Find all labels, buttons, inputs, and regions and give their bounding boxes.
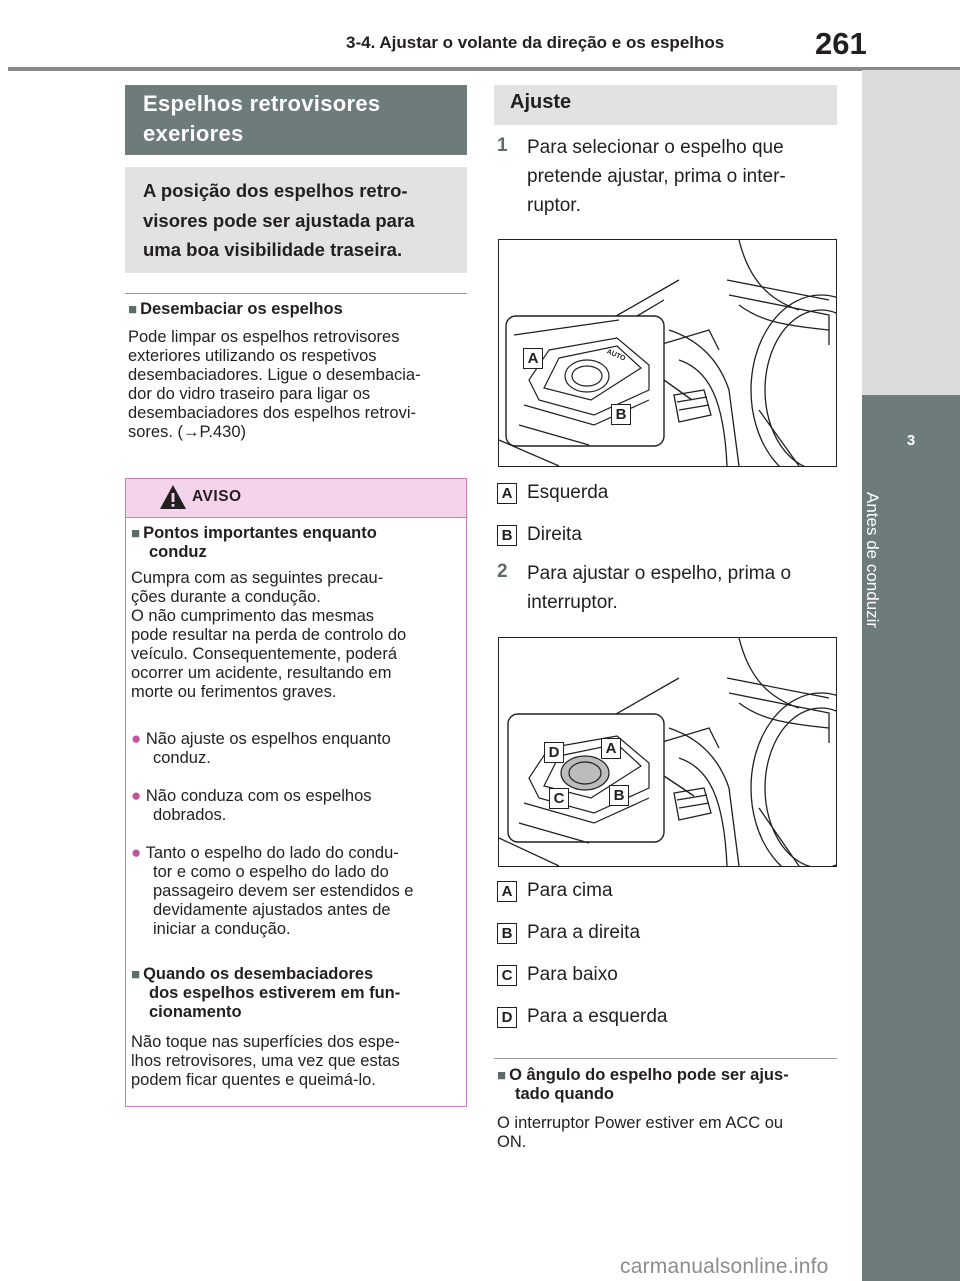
note-paragraph bbox=[497, 1114, 842, 1152]
warning-heading-2 bbox=[131, 965, 463, 1022]
square-bullet-icon: ■ bbox=[128, 301, 138, 318]
warning-paragraph-1 bbox=[131, 569, 463, 702]
intro-line: uma boa visibilidade traseira. bbox=[143, 239, 403, 260]
divider bbox=[125, 293, 467, 294]
text-line: desembaciadores dos espelhos retrovi- bbox=[128, 404, 416, 422]
step-2 bbox=[497, 559, 842, 617]
legend-text: Para a esquerda bbox=[527, 1006, 668, 1027]
text-line: Não ajuste os espelhos enquanto bbox=[145, 730, 391, 748]
text-line: devidamente ajustados antes de bbox=[153, 901, 391, 919]
auto-text: AUTO bbox=[605, 348, 627, 363]
callout-c: C bbox=[549, 788, 569, 809]
intro-line: visores pode ser ajustada para bbox=[143, 209, 415, 231]
text-line: Tanto o espelho do lado do condu- bbox=[145, 844, 399, 862]
section-title bbox=[125, 85, 467, 155]
text-line: tado quando bbox=[515, 1085, 614, 1103]
step-number: 2 bbox=[497, 561, 508, 582]
legend-text: Para a direita bbox=[527, 922, 641, 943]
text-line: Cumpra com as seguintes precau- bbox=[131, 569, 384, 587]
round-bullet-icon: ● bbox=[131, 786, 142, 805]
text-line: cionamento bbox=[149, 1003, 242, 1021]
text-line: lhos retrovisores, uma vez que estas bbox=[131, 1052, 400, 1070]
text-line: conduz. bbox=[153, 749, 211, 767]
text-line: dos espelhos estiverem em fun- bbox=[149, 984, 401, 1002]
legend-letter: B bbox=[497, 923, 517, 944]
divider bbox=[494, 1058, 837, 1059]
defog-heading-text: Desembaciar os espelhos bbox=[140, 300, 343, 318]
text-line: morte ou ferimentos graves. bbox=[131, 683, 337, 701]
text-line: dobrados. bbox=[153, 806, 227, 824]
text-line: pretende ajustar, prima o inter- bbox=[527, 166, 786, 187]
callout-a: A bbox=[523, 348, 543, 369]
text-line: pode resultar na perda de controlo do bbox=[131, 626, 407, 644]
round-bullet-icon: ● bbox=[131, 843, 142, 862]
intro-line: A posição dos espelhos retro- bbox=[143, 180, 408, 201]
warning-label: AVISO bbox=[192, 488, 242, 505]
note-heading bbox=[497, 1066, 842, 1104]
defog-heading bbox=[128, 300, 343, 319]
square-bullet-icon: ■ bbox=[497, 1067, 507, 1084]
warning-bullet-1 bbox=[131, 729, 463, 768]
page-number: 261 bbox=[815, 26, 867, 61]
text-line: passageiro devem ser estendidos e bbox=[153, 882, 414, 900]
text-line: tor e como o espelho do lado do bbox=[153, 863, 389, 881]
section-title-line: Espelhos retrovisores bbox=[143, 91, 381, 116]
text-line: O ângulo do espelho pode ser ajus- bbox=[509, 1066, 789, 1084]
callout-b: B bbox=[609, 785, 629, 806]
legend-letter: A bbox=[497, 483, 517, 504]
text-line: O interruptor Power estiver em ACC ou bbox=[497, 1114, 784, 1132]
legend-letter: B bbox=[497, 525, 517, 546]
text-line: ocorrer um acidente, resultando em bbox=[131, 664, 392, 682]
text-line: interruptor. bbox=[527, 592, 618, 613]
text-line: desembaciadores. Ligue o desembacia- bbox=[128, 366, 421, 384]
text-line: exteriores utilizando os respetivos bbox=[128, 347, 377, 365]
chapter-number: 3 bbox=[906, 432, 916, 449]
warning-heading-1 bbox=[131, 524, 461, 562]
header-rule bbox=[8, 67, 960, 71]
legend-text: Para baixo bbox=[527, 964, 618, 985]
mirror-switch-illustration-2 bbox=[498, 637, 837, 867]
step-number: 1 bbox=[497, 135, 508, 156]
callout-d: D bbox=[544, 742, 564, 763]
text-line: Quando os desembaciadores bbox=[143, 965, 374, 983]
text-line: O não cumprimento das mesmas bbox=[131, 607, 375, 625]
dashboard-drawing bbox=[499, 240, 836, 466]
round-bullet-icon: ● bbox=[131, 729, 142, 748]
square-bullet-icon: ■ bbox=[131, 966, 141, 983]
warning-bullet-3 bbox=[131, 843, 463, 939]
legend-text: Para cima bbox=[527, 880, 613, 901]
section-title-ajuste: Ajuste bbox=[494, 85, 837, 125]
callout-a: A bbox=[601, 738, 621, 759]
text-line: Pode limpar os espelhos retrovisores bbox=[128, 328, 400, 346]
text-line: Para ajustar o espelho, prima o bbox=[527, 563, 792, 584]
chapter-label: Antes de conduzir bbox=[863, 492, 882, 629]
step-1 bbox=[497, 133, 842, 220]
text-line: Pontos importantes enquanto bbox=[143, 524, 377, 542]
text-line: Para selecionar o espelho que bbox=[527, 137, 784, 158]
callout-b: B bbox=[611, 404, 631, 425]
warning-bullet-2 bbox=[131, 786, 463, 825]
watermark: carmanualsonline.info bbox=[620, 1255, 829, 1278]
text-line: iniciar a condução. bbox=[153, 920, 291, 938]
text-line: Não toque nas superfícies dos espe- bbox=[131, 1033, 400, 1051]
text-line: sores. (→P.430) bbox=[128, 423, 246, 441]
intro-box bbox=[125, 167, 467, 273]
square-bullet-icon: ■ bbox=[131, 525, 141, 542]
warning-paragraph-2 bbox=[131, 1033, 463, 1090]
warning-triangle-icon bbox=[159, 484, 187, 510]
legend-letter: C bbox=[497, 965, 517, 986]
text-line: podem ficar quentes e queimá-lo. bbox=[131, 1071, 376, 1089]
text-line: veículo. Consequentemente, poderá bbox=[131, 645, 398, 663]
legend-text: Esquerda bbox=[527, 482, 609, 503]
legend-text: Direita bbox=[527, 524, 582, 545]
running-header: 3-4. Ajustar o volante da direção e os espelhos bbox=[346, 33, 725, 52]
side-tab-spacer bbox=[862, 70, 960, 395]
text-line: ruptor. bbox=[527, 195, 581, 216]
text-line: conduz bbox=[149, 543, 207, 561]
legend-letter: A bbox=[497, 881, 517, 902]
mirror-switch-illustration-1 bbox=[498, 239, 837, 467]
defog-paragraph bbox=[128, 328, 468, 442]
section-title-line: exeriores bbox=[143, 121, 244, 146]
legend-letter: D bbox=[497, 1007, 517, 1028]
text-line: ON. bbox=[497, 1133, 527, 1151]
text-line: Não conduza com os espelhos bbox=[145, 787, 372, 805]
text-line: dor do vidro traseiro para ligar os bbox=[128, 385, 371, 403]
text-line: ções durante a condução. bbox=[131, 588, 321, 606]
